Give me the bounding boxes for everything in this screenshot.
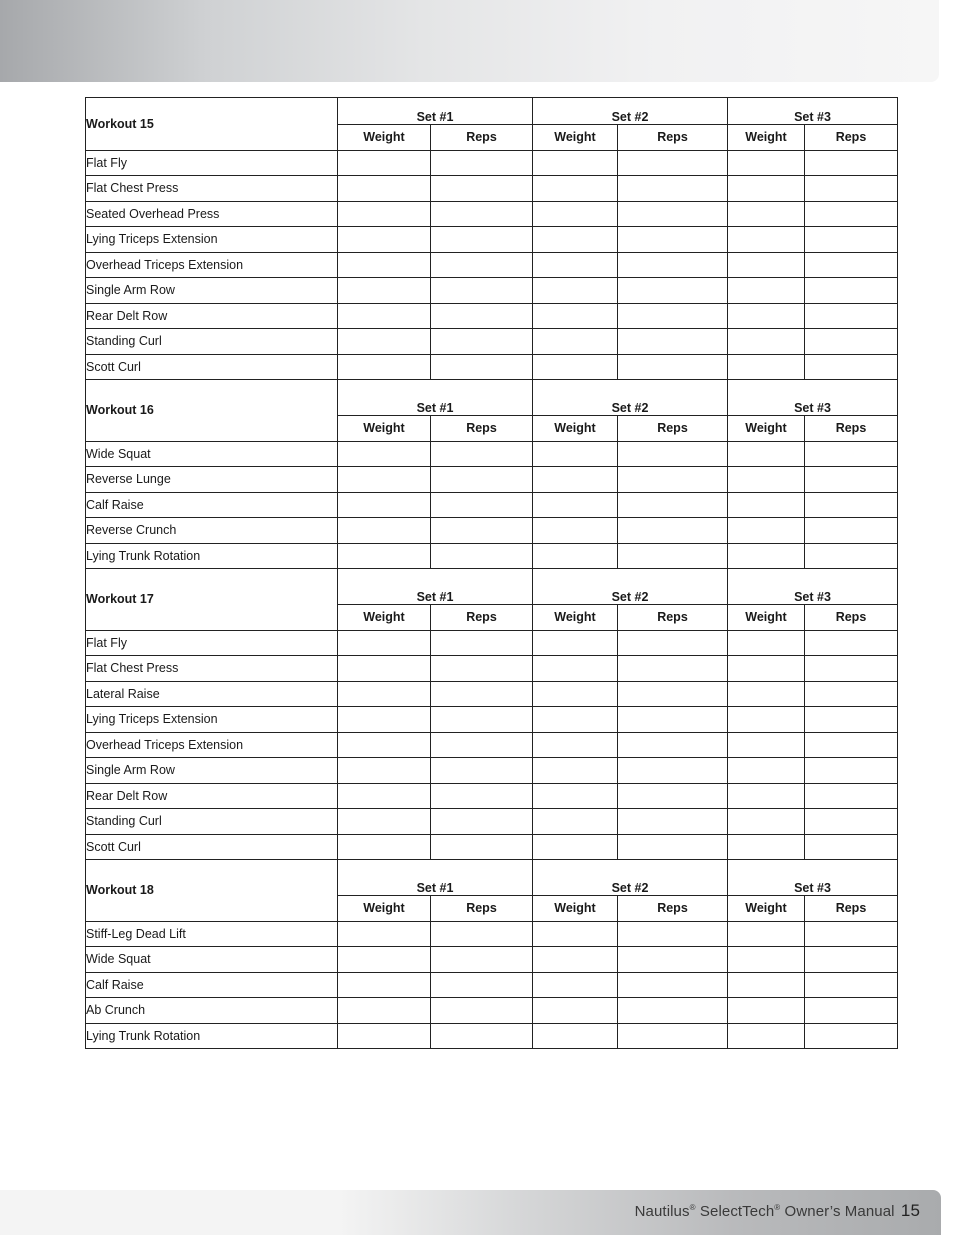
- reps-entry-cell[interactable]: [618, 150, 728, 176]
- weight-entry-cell[interactable]: [338, 201, 431, 227]
- reps-entry-cell[interactable]: [805, 354, 898, 380]
- footer-product: SelectTech: [699, 1203, 775, 1220]
- weight-entry-cell[interactable]: [338, 329, 431, 355]
- reps-column-header: Reps: [618, 896, 728, 922]
- weight-entry-cell[interactable]: [533, 630, 618, 656]
- reps-entry-cell[interactable]: [618, 278, 728, 304]
- exercise-row: [86, 492, 898, 518]
- reps-entry-cell[interactable]: [431, 783, 533, 809]
- reps-entry-cell[interactable]: [618, 176, 728, 202]
- reps-column-header: Reps: [431, 125, 533, 151]
- weight-column-header: Weight: [533, 125, 618, 151]
- exercise-row: [86, 278, 898, 304]
- set-header: Set #3: [728, 98, 898, 125]
- reps-entry-cell[interactable]: [431, 303, 533, 329]
- reps-entry-cell[interactable]: [805, 681, 898, 707]
- weight-entry-cell[interactable]: [338, 921, 431, 947]
- exercise-name: Reverse Crunch: [86, 518, 338, 544]
- set-header: Set #1: [338, 860, 533, 896]
- weight-entry-cell[interactable]: [728, 518, 805, 544]
- weight-entry-cell[interactable]: [338, 150, 431, 176]
- reps-entry-cell[interactable]: [618, 707, 728, 733]
- reps-entry-cell[interactable]: [805, 492, 898, 518]
- reps-entry-cell[interactable]: [431, 201, 533, 227]
- exercise-name: Seated Overhead Press: [86, 201, 338, 227]
- exercise-name: Stiff-Leg Dead Lift: [86, 921, 338, 947]
- weight-entry-cell[interactable]: [533, 947, 618, 973]
- reps-entry-cell[interactable]: [805, 809, 898, 835]
- reps-entry-cell[interactable]: [805, 998, 898, 1024]
- reps-entry-cell[interactable]: [805, 201, 898, 227]
- reps-entry-cell[interactable]: [431, 656, 533, 682]
- reps-entry-cell[interactable]: [618, 758, 728, 784]
- exercise-row: [86, 630, 898, 656]
- reps-entry-cell[interactable]: [805, 518, 898, 544]
- workout-title: Workout 18: [86, 860, 338, 922]
- weight-entry-cell[interactable]: [533, 201, 618, 227]
- reps-entry-cell[interactable]: [431, 176, 533, 202]
- exercise-name: Single Arm Row: [86, 758, 338, 784]
- exercise-row: [86, 707, 898, 733]
- exercise-row: [86, 150, 898, 176]
- weight-entry-cell[interactable]: [533, 707, 618, 733]
- weight-entry-cell[interactable]: [533, 1023, 618, 1049]
- reps-entry-cell[interactable]: [805, 150, 898, 176]
- exercise-name: Overhead Triceps Extension: [86, 252, 338, 278]
- weight-column-header: Weight: [728, 605, 805, 631]
- reps-entry-cell[interactable]: [618, 998, 728, 1024]
- weight-entry-cell[interactable]: [728, 809, 805, 835]
- registered-mark: ®: [689, 1203, 696, 1212]
- weight-entry-cell[interactable]: [338, 441, 431, 467]
- weight-entry-cell[interactable]: [338, 252, 431, 278]
- exercise-name: Calf Raise: [86, 492, 338, 518]
- reps-entry-cell[interactable]: [618, 1023, 728, 1049]
- weight-entry-cell[interactable]: [533, 354, 618, 380]
- reps-entry-cell[interactable]: [805, 1023, 898, 1049]
- reps-entry-cell[interactable]: [618, 354, 728, 380]
- reps-entry-cell[interactable]: [618, 783, 728, 809]
- weight-column-header: Weight: [728, 896, 805, 922]
- exercise-name: Rear Delt Row: [86, 783, 338, 809]
- weight-entry-cell[interactable]: [728, 972, 805, 998]
- weight-entry-cell[interactable]: [338, 1023, 431, 1049]
- weight-entry-cell[interactable]: [533, 150, 618, 176]
- weight-entry-cell[interactable]: [533, 681, 618, 707]
- reps-entry-cell[interactable]: [618, 947, 728, 973]
- reps-entry-cell[interactable]: [431, 1023, 533, 1049]
- workout-log-table: [85, 97, 898, 1049]
- reps-entry-cell[interactable]: [805, 732, 898, 758]
- weight-entry-cell[interactable]: [338, 543, 431, 569]
- workout-header-row: [86, 569, 898, 605]
- set-header: Set #2: [533, 98, 728, 125]
- exercise-row: [86, 947, 898, 973]
- weight-entry-cell[interactable]: [338, 176, 431, 202]
- set-header: Set #2: [533, 860, 728, 896]
- exercise-row: [86, 972, 898, 998]
- weight-column-header: Weight: [533, 416, 618, 442]
- reps-column-header: Reps: [805, 605, 898, 631]
- weight-entry-cell[interactable]: [338, 278, 431, 304]
- exercise-name: Lying Triceps Extension: [86, 707, 338, 733]
- reps-entry-cell[interactable]: [805, 227, 898, 253]
- reps-entry-cell[interactable]: [618, 972, 728, 998]
- weight-entry-cell[interactable]: [728, 150, 805, 176]
- reps-entry-cell[interactable]: [618, 834, 728, 860]
- exercise-name: Rear Delt Row: [86, 303, 338, 329]
- reps-entry-cell[interactable]: [431, 809, 533, 835]
- weight-entry-cell[interactable]: [533, 834, 618, 860]
- weight-entry-cell[interactable]: [533, 921, 618, 947]
- reps-entry-cell[interactable]: [431, 758, 533, 784]
- reps-entry-cell[interactable]: [431, 707, 533, 733]
- reps-entry-cell[interactable]: [618, 329, 728, 355]
- workout-title: Workout 17: [86, 569, 338, 631]
- weight-column-header: Weight: [338, 605, 431, 631]
- weight-entry-cell[interactable]: [533, 518, 618, 544]
- weight-entry-cell[interactable]: [728, 303, 805, 329]
- reps-entry-cell[interactable]: [618, 630, 728, 656]
- weight-entry-cell[interactable]: [533, 227, 618, 253]
- weight-entry-cell[interactable]: [533, 783, 618, 809]
- reps-entry-cell[interactable]: [805, 467, 898, 493]
- reps-entry-cell[interactable]: [805, 656, 898, 682]
- reps-entry-cell[interactable]: [431, 921, 533, 947]
- exercise-row: [86, 732, 898, 758]
- footer-brand: Nautilus: [634, 1203, 690, 1220]
- exercise-row: [86, 834, 898, 860]
- reps-entry-cell[interactable]: [618, 467, 728, 493]
- reps-entry-cell[interactable]: [805, 278, 898, 304]
- reps-entry-cell[interactable]: [805, 707, 898, 733]
- exercise-name: Single Arm Row: [86, 278, 338, 304]
- reps-entry-cell[interactable]: [618, 252, 728, 278]
- set-header: Set #3: [728, 860, 898, 896]
- exercise-name: Calf Raise: [86, 972, 338, 998]
- page-footer: [635, 1201, 920, 1221]
- weight-entry-cell[interactable]: [338, 518, 431, 544]
- exercise-name: Flat Chest Press: [86, 176, 338, 202]
- exercise-name: Reverse Lunge: [86, 467, 338, 493]
- exercise-name: Scott Curl: [86, 834, 338, 860]
- workout-header-row: [86, 860, 898, 896]
- exercise-row: [86, 543, 898, 569]
- exercise-row: [86, 201, 898, 227]
- reps-entry-cell[interactable]: [431, 732, 533, 758]
- reps-entry-cell[interactable]: [618, 518, 728, 544]
- exercise-row: [86, 518, 898, 544]
- weight-entry-cell[interactable]: [533, 492, 618, 518]
- weight-column-header: Weight: [728, 416, 805, 442]
- reps-column-header: Reps: [805, 896, 898, 922]
- reps-entry-cell[interactable]: [618, 656, 728, 682]
- weight-entry-cell[interactable]: [728, 492, 805, 518]
- weight-entry-cell[interactable]: [728, 732, 805, 758]
- workout-title: Workout 15: [86, 98, 338, 151]
- weight-entry-cell[interactable]: [728, 176, 805, 202]
- weight-entry-cell[interactable]: [338, 809, 431, 835]
- weight-entry-cell[interactable]: [728, 947, 805, 973]
- exercise-row: [86, 354, 898, 380]
- weight-entry-cell[interactable]: [728, 998, 805, 1024]
- weight-entry-cell[interactable]: [728, 921, 805, 947]
- weight-entry-cell[interactable]: [533, 441, 618, 467]
- exercise-row: [86, 252, 898, 278]
- reps-column-header: Reps: [805, 125, 898, 151]
- weight-entry-cell[interactable]: [338, 834, 431, 860]
- weight-entry-cell[interactable]: [728, 783, 805, 809]
- weight-entry-cell[interactable]: [728, 681, 805, 707]
- exercise-row: [86, 758, 898, 784]
- weight-entry-cell[interactable]: [533, 252, 618, 278]
- reps-entry-cell[interactable]: [618, 809, 728, 835]
- exercise-name: Ab Crunch: [86, 998, 338, 1024]
- weight-entry-cell[interactable]: [728, 278, 805, 304]
- reps-entry-cell[interactable]: [431, 947, 533, 973]
- weight-entry-cell[interactable]: [338, 354, 431, 380]
- page-number: 15: [900, 1201, 920, 1220]
- weight-entry-cell[interactable]: [533, 998, 618, 1024]
- registered-mark: ®: [774, 1203, 781, 1212]
- reps-entry-cell[interactable]: [431, 543, 533, 569]
- reps-entry-cell[interactable]: [618, 492, 728, 518]
- weight-column-header: Weight: [533, 605, 618, 631]
- weight-entry-cell[interactable]: [728, 707, 805, 733]
- reps-column-header: Reps: [618, 416, 728, 442]
- footer-title: Owner’s Manual: [784, 1203, 895, 1220]
- reps-column-header: Reps: [431, 896, 533, 922]
- weight-entry-cell[interactable]: [338, 998, 431, 1024]
- weight-column-header: Weight: [338, 416, 431, 442]
- weight-entry-cell[interactable]: [338, 656, 431, 682]
- reps-entry-cell[interactable]: [805, 176, 898, 202]
- reps-entry-cell[interactable]: [431, 227, 533, 253]
- reps-entry-cell[interactable]: [805, 758, 898, 784]
- exercise-row: [86, 176, 898, 202]
- exercise-row: [86, 303, 898, 329]
- exercise-row: [86, 998, 898, 1024]
- exercise-row: [86, 467, 898, 493]
- weight-entry-cell[interactable]: [338, 732, 431, 758]
- reps-entry-cell[interactable]: [431, 972, 533, 998]
- set-header: Set #2: [533, 380, 728, 416]
- exercise-row: [86, 681, 898, 707]
- weight-entry-cell[interactable]: [533, 543, 618, 569]
- set-header: Set #2: [533, 569, 728, 605]
- weight-entry-cell[interactable]: [338, 467, 431, 493]
- reps-entry-cell[interactable]: [805, 329, 898, 355]
- exercise-name: Wide Squat: [86, 947, 338, 973]
- weight-entry-cell[interactable]: [338, 947, 431, 973]
- exercise-name: Lateral Raise: [86, 681, 338, 707]
- reps-entry-cell[interactable]: [618, 303, 728, 329]
- weight-column-header: Weight: [728, 125, 805, 151]
- weight-column-header: Weight: [338, 125, 431, 151]
- weight-column-header: Weight: [533, 896, 618, 922]
- reps-entry-cell[interactable]: [805, 441, 898, 467]
- reps-entry-cell[interactable]: [805, 834, 898, 860]
- weight-column-header: Weight: [338, 896, 431, 922]
- exercise-row: [86, 441, 898, 467]
- reps-entry-cell[interactable]: [618, 921, 728, 947]
- weight-entry-cell[interactable]: [338, 681, 431, 707]
- reps-entry-cell[interactable]: [431, 834, 533, 860]
- reps-column-header: Reps: [805, 416, 898, 442]
- weight-entry-cell[interactable]: [338, 227, 431, 253]
- reps-entry-cell[interactable]: [618, 441, 728, 467]
- weight-entry-cell[interactable]: [533, 972, 618, 998]
- exercise-name: Lying Trunk Rotation: [86, 543, 338, 569]
- exercise-name: Flat Fly: [86, 630, 338, 656]
- exercise-row: [86, 656, 898, 682]
- reps-entry-cell[interactable]: [805, 630, 898, 656]
- reps-entry-cell[interactable]: [431, 354, 533, 380]
- reps-column-header: Reps: [431, 416, 533, 442]
- weight-entry-cell[interactable]: [533, 467, 618, 493]
- set-header: Set #1: [338, 569, 533, 605]
- reps-entry-cell[interactable]: [618, 681, 728, 707]
- reps-entry-cell[interactable]: [431, 518, 533, 544]
- reps-entry-cell[interactable]: [618, 732, 728, 758]
- reps-column-header: Reps: [618, 125, 728, 151]
- weight-entry-cell[interactable]: [533, 176, 618, 202]
- weight-entry-cell[interactable]: [533, 656, 618, 682]
- reps-column-header: Reps: [431, 605, 533, 631]
- weight-entry-cell[interactable]: [728, 441, 805, 467]
- weight-entry-cell[interactable]: [728, 656, 805, 682]
- exercise-name: Standing Curl: [86, 329, 338, 355]
- reps-entry-cell[interactable]: [805, 783, 898, 809]
- header-band: [0, 0, 939, 82]
- reps-entry-cell[interactable]: [805, 972, 898, 998]
- workout-title: Workout 16: [86, 380, 338, 442]
- exercise-row: [86, 809, 898, 835]
- weight-entry-cell[interactable]: [728, 543, 805, 569]
- set-header: Set #3: [728, 569, 898, 605]
- weight-entry-cell[interactable]: [338, 783, 431, 809]
- exercise-name: Lying Trunk Rotation: [86, 1023, 338, 1049]
- weight-entry-cell[interactable]: [338, 707, 431, 733]
- reps-entry-cell[interactable]: [805, 303, 898, 329]
- exercise-name: Standing Curl: [86, 809, 338, 835]
- weight-entry-cell[interactable]: [338, 972, 431, 998]
- exercise-name: Scott Curl: [86, 354, 338, 380]
- reps-entry-cell[interactable]: [805, 252, 898, 278]
- reps-entry-cell[interactable]: [431, 278, 533, 304]
- reps-entry-cell[interactable]: [618, 201, 728, 227]
- reps-entry-cell[interactable]: [431, 998, 533, 1024]
- workout-header-row: [86, 98, 898, 125]
- exercise-row: [86, 783, 898, 809]
- reps-entry-cell[interactable]: [431, 681, 533, 707]
- weight-entry-cell[interactable]: [533, 303, 618, 329]
- exercise-row: [86, 329, 898, 355]
- workout-header-row: [86, 380, 898, 416]
- weight-entry-cell[interactable]: [728, 834, 805, 860]
- reps-entry-cell[interactable]: [431, 467, 533, 493]
- exercise-name: Lying Triceps Extension: [86, 227, 338, 253]
- reps-entry-cell[interactable]: [805, 921, 898, 947]
- weight-entry-cell[interactable]: [728, 467, 805, 493]
- exercise-name: Wide Squat: [86, 441, 338, 467]
- weight-entry-cell[interactable]: [728, 758, 805, 784]
- weight-entry-cell[interactable]: [338, 630, 431, 656]
- weight-entry-cell[interactable]: [338, 492, 431, 518]
- exercise-row: [86, 921, 898, 947]
- set-header: Set #3: [728, 380, 898, 416]
- weight-entry-cell[interactable]: [533, 732, 618, 758]
- weight-entry-cell[interactable]: [533, 809, 618, 835]
- reps-entry-cell[interactable]: [431, 441, 533, 467]
- weight-entry-cell[interactable]: [338, 303, 431, 329]
- reps-entry-cell[interactable]: [431, 252, 533, 278]
- set-header: Set #1: [338, 380, 533, 416]
- weight-entry-cell[interactable]: [338, 758, 431, 784]
- reps-entry-cell[interactable]: [805, 543, 898, 569]
- exercise-name: Flat Chest Press: [86, 656, 338, 682]
- reps-entry-cell[interactable]: [431, 630, 533, 656]
- weight-entry-cell[interactable]: [728, 227, 805, 253]
- weight-entry-cell[interactable]: [728, 252, 805, 278]
- weight-entry-cell[interactable]: [728, 201, 805, 227]
- reps-entry-cell[interactable]: [431, 492, 533, 518]
- exercise-row: [86, 1023, 898, 1049]
- exercise-row: [86, 227, 898, 253]
- exercise-name: Overhead Triceps Extension: [86, 732, 338, 758]
- weight-entry-cell[interactable]: [533, 758, 618, 784]
- reps-entry-cell[interactable]: [805, 947, 898, 973]
- weight-entry-cell[interactable]: [728, 354, 805, 380]
- reps-entry-cell[interactable]: [618, 227, 728, 253]
- reps-column-header: Reps: [618, 605, 728, 631]
- set-header: Set #1: [338, 98, 533, 125]
- weight-entry-cell[interactable]: [728, 1023, 805, 1049]
- weight-entry-cell[interactable]: [533, 329, 618, 355]
- weight-entry-cell[interactable]: [728, 329, 805, 355]
- reps-entry-cell[interactable]: [431, 329, 533, 355]
- reps-entry-cell[interactable]: [431, 150, 533, 176]
- reps-entry-cell[interactable]: [618, 543, 728, 569]
- weight-entry-cell[interactable]: [533, 278, 618, 304]
- exercise-name: Flat Fly: [86, 150, 338, 176]
- weight-entry-cell[interactable]: [728, 630, 805, 656]
